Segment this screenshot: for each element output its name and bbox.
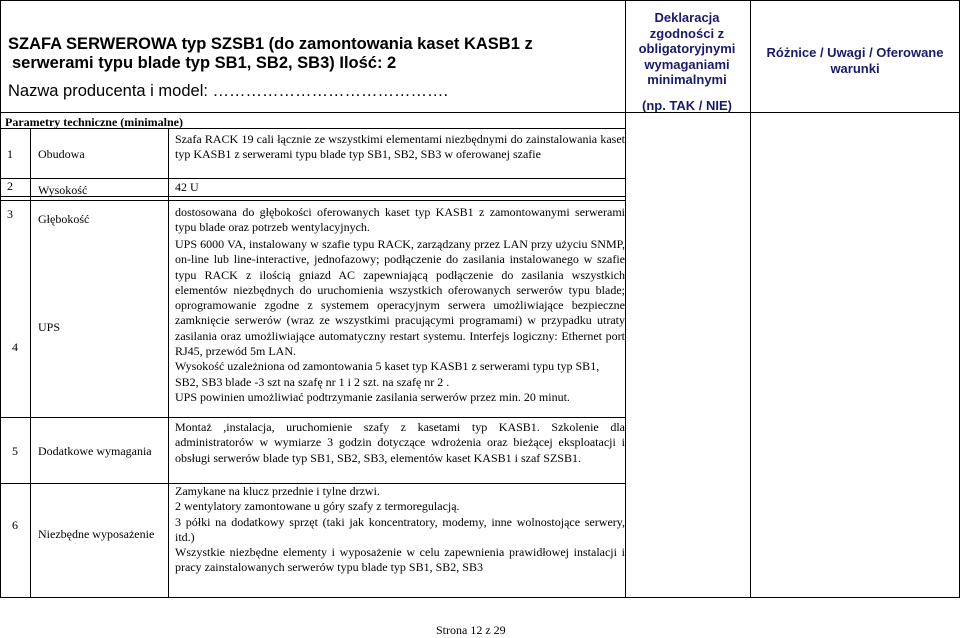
param-name-glebokosc: Głębokość [38,212,90,226]
page-number: Strona 12 z 29 [436,623,506,637]
param-value-dodatkowe: Montaż ,instalacja, uruchomienie szafy z kasetami typ KASB1. Szkolenie dla administratorów w wymiarze 3 godzin dotyczące wdrożenia oraz bieżącej eksploatacji i obsługi serwerów blade typ SB1, SB2, SB3, elementów kaset KASB1 i szaf SZSB1. [175,420,625,465]
param-name-obudowa: Obudowa [38,147,85,161]
row-number: 5 [12,444,18,458]
param-name-wyposazenie: Niezbędne wyposażenie [38,527,155,541]
producer-field[interactable]: Nazwa producenta i model: ……………………………………. [8,82,449,100]
table-bottom-border [0,597,960,598]
row-number: 2 [7,179,13,193]
param-value-wysokosc: 42 U [175,180,199,194]
param-name-wysokosc: Wysokość [38,183,88,197]
param-num-divider [30,128,31,598]
page-title [8,35,628,73]
param-name-ups: UPS [38,320,61,334]
declaration-note: (np. TAK / NIE) [641,97,733,113]
param-value-obudowa: Szafa RACK 19 cali łącznie ze wszystkimi elementami niezbędnymi do zainstalowania kaset typ KASB1 z serwerami typu blade typ SB1, SB2, SB3 w oferowanej szafie [175,132,625,162]
param-value-glebokosc: dostosowana do głębokości oferowanych kaset typ KASB1 z zamontowanymi serwerami typu blade oraz potrzeb wentylacyjnych. [175,205,625,235]
title-line-2: serwerami typu blade typ SB1, SB2, SB3) Ilość: 2 [12,54,397,72]
param-name-divider [168,128,169,598]
declaration-header [628,10,746,113]
equipment-doors: Zamykane na klucz przednie i tylne drzwi. [175,484,380,498]
row2-border [0,196,625,197]
column-divider-declaration [625,0,626,598]
table-left-border [0,0,1,598]
row-number: 6 [12,518,18,532]
ups-runtime-note: UPS powinien umożliwiać podtrzymanie zasilania serwerów przez min. 20 minut. [175,389,570,404]
equipment-shelves: 3 półki na dodatkowy sprzęt (taki jak koncentratory, modemy, inne wolnostojące serwery, itd.) [175,514,625,544]
row-number: 1 [7,147,13,161]
params-title: Parametry techniczne (minimalne) [5,115,183,129]
declaration-label: Deklaracja zgodności z obligatoryjnymi wymaganiami minimalnymi [638,10,736,87]
header-bottom-border [0,112,960,113]
differences-header: Różnice / Uwagi / Oferowane warunki [766,45,944,76]
ups-spec: UPS 6000 VA, instalowany w szafie typu RACK, zarządzany przez LAN przy użyciu SNMP, on-line lub line-interactive, jednofazowy; podłączenie do zasilania instalowanego w szafie typu RACK z ilością gniazd AC zapewniającą podłączenie do zasilania wszystkich elementów niezbędnych do uruchomienia wszystkich oferowanych serwerów typu blade; oprogramowanie zgodne z systemem operacyjnym serwera umożliwiające bezpieczne zamknięcie serwerów (wraz ze wszystkimi pracującymi programami) w przypadku utraty zasilania oraz umożliwiające automatyczny restart systemu. Interfejs logiczny: Ethernet port RJ45, przewód 5m LAN. [175,237,625,359]
row2-border-double [0,200,625,201]
row4-border [0,417,625,418]
param-value-wyposazenie [175,484,625,576]
ups-height-note: Wysokość uzależniona od zamontowania 5 kaset typ KASB1 z serwerami typu typ SB1, SB2, SB3 blade -3 szt na szafę nr 1 i 2 szt. na szafę nr 2 . [175,359,600,389]
param-name-dodatkowe: Dodatkowe wymagania [38,444,152,458]
row-number: 4 [12,340,18,354]
param-value-ups [175,237,625,405]
row-number: 3 [7,207,13,221]
equipment-fans: 2 wentylatory zamontowane u góry szafy z termoregulacją. [175,499,460,514]
table-top-border [0,0,960,1]
column-divider-differences [750,0,751,598]
equipment-all: Wszystkie niezbędne elementy i wyposażenie w celu zapewnienia prawidłowej instalacji i pracy zainstalowanych serwerów typu blade typ SB1, SB2, SB3 [175,545,625,575]
title-line-1: SZAFA SERWEROWA typ SZSB1 (do zamontowania kaset KASB1 z [8,35,533,53]
row1-border [0,178,625,179]
